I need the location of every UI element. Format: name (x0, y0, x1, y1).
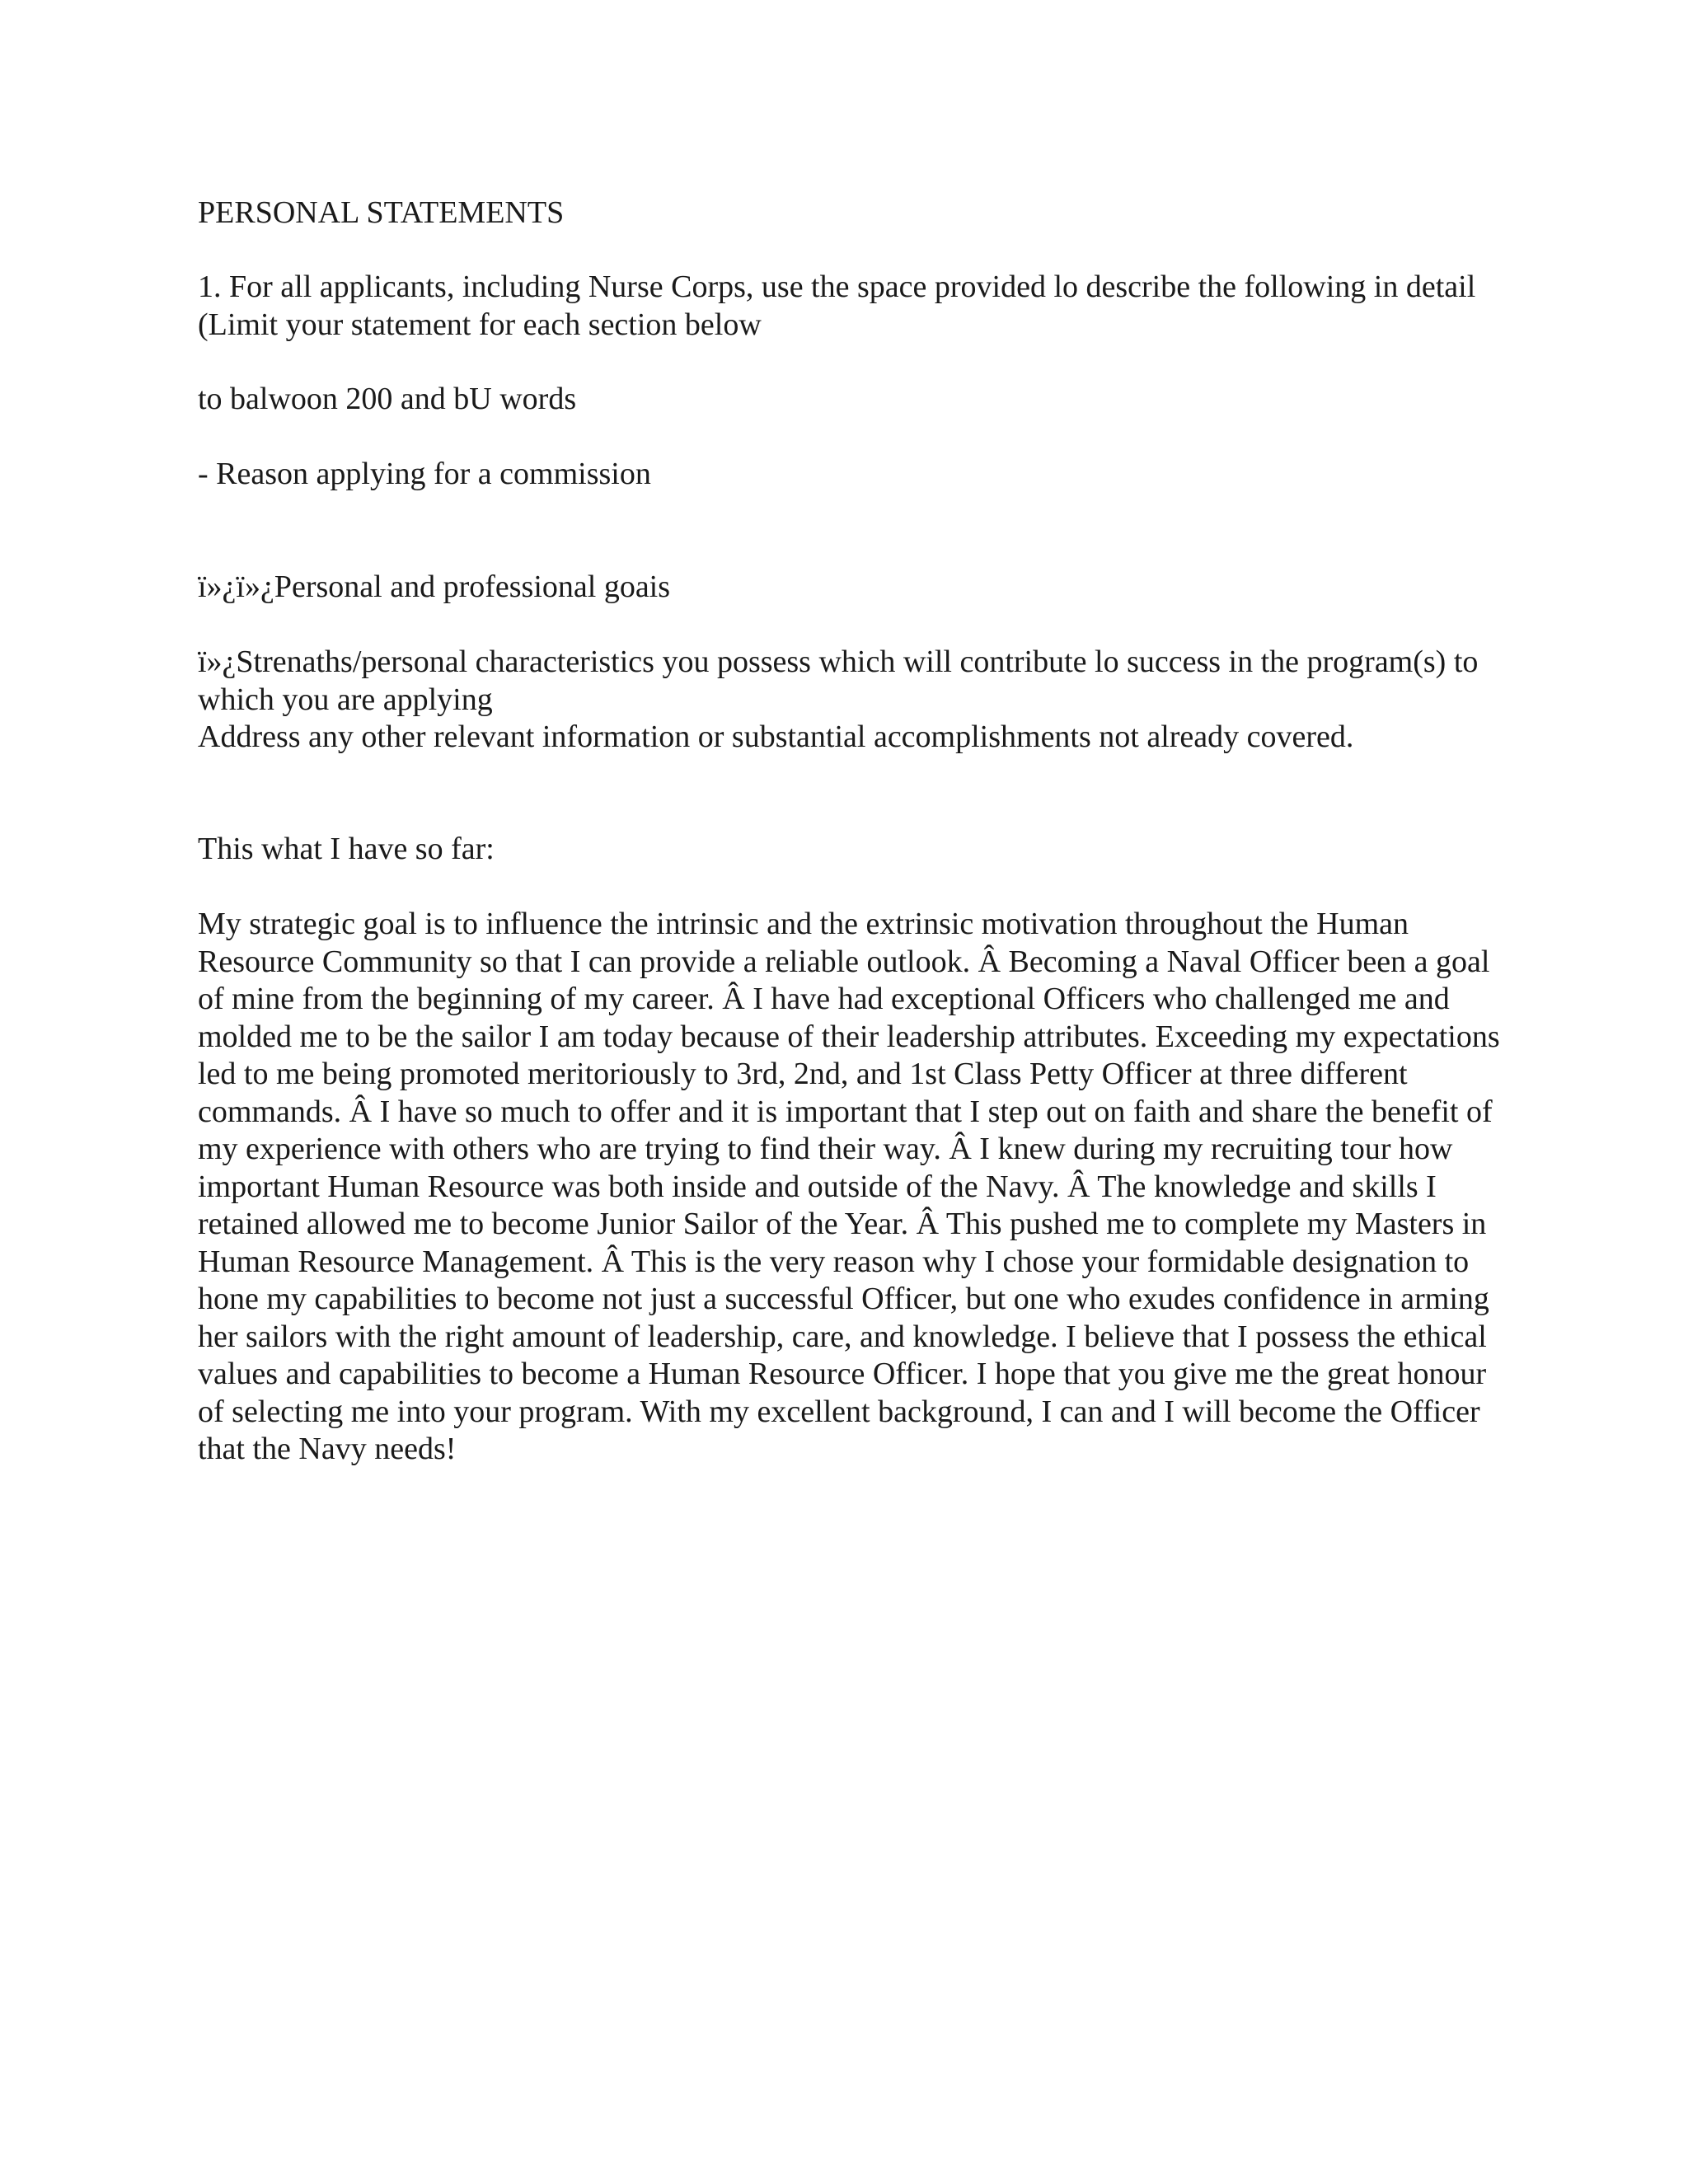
word-limit-line: to balwoon 200 and bU words (198, 382, 577, 416)
requirement-goals: ï»¿ï»¿Personal and professional goais (198, 569, 671, 604)
requirement-other-information: Address any other relevant information or substantial accomplishments not already covered. (198, 719, 1354, 754)
instruction-paragraph: 1. For all applicants, including Nurse Corps, use the space provided lo describe the following in detail (Limit your statement for each section below (198, 269, 1476, 342)
draft-intro-line: This what I have so far: (198, 832, 495, 866)
requirement-reason: - Reason applying for a commission (198, 457, 651, 491)
draft-statement-paragraph: My strategic goal is to influence the intrinsic and the extrinsic motivation throughout the Human Resource Community so that I can provide a reliable outlook. Â Becoming a Naval Officer been a goal of mine from the beginning of my career. Â I have had exceptional Officers who challenged me and molded me to be the sailor I am today because of their leadership attributes. Exceeding my expectations led to me being promoted meritoriously to 3rd, 2nd, and 1st Class Petty Officer at three different commands. Â I have so much to offer and it is important that I step out on faith and share the benefit of my experience with others who are trying to find their way. Â I knew during my recruiting tour how important Human Resource was both inside and outside of the Navy. Â The knowledge and skills I retained allowed me to become Junior Sailor of the Year. Â This pushed me to complete my Masters in Human Resource Management. Â This is the very reason why I chose your formidable designation to hone my capabilities to become not just a successful Officer, but one who exudes confidence in arming her sailors with the right amount of leadership, care, and knowledge. I believe that I possess the ethical values and capabilities to become a Human Resource Officer. I hope that you give me the great honour of selecting me into your program. With my excellent background, I can and I will become the Officer that the Navy needs! (198, 907, 1500, 1466)
document-title: PERSONAL STATEMENTS (198, 195, 565, 230)
requirement-strengths: ï»¿Strenaths/personal characteristics you possess which will contribute lo success in the program(s) to which you are applying (198, 644, 1479, 717)
